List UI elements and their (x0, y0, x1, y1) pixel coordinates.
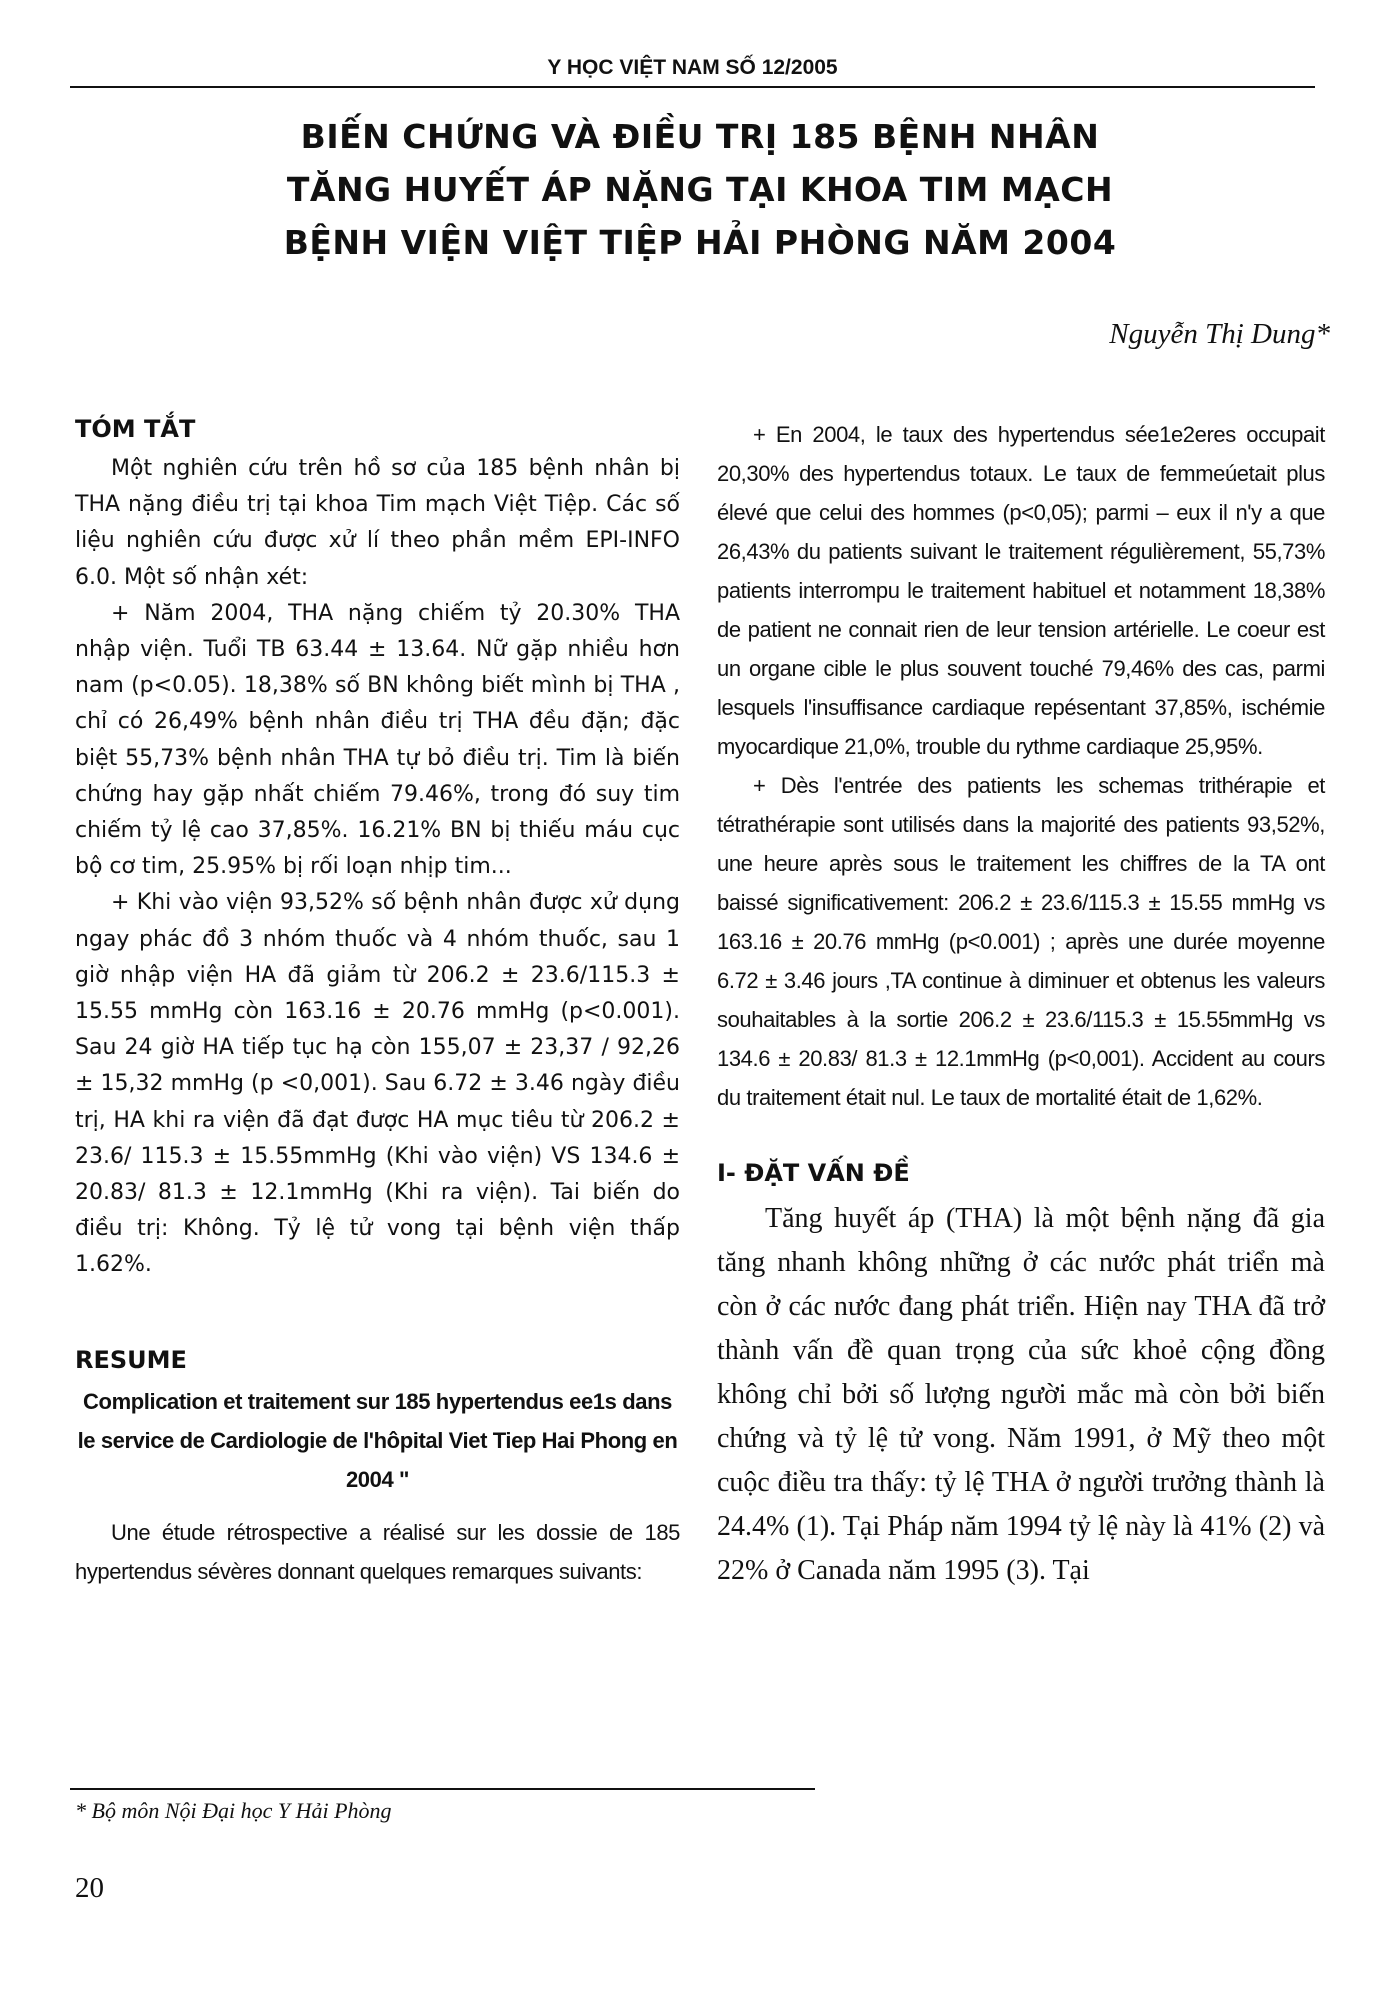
resume-heading: RESUME (75, 1345, 187, 1374)
abstract-paragraph: + Khi vào viện 93,52% số bệnh nhân được xử dụng ngay phác đồ 3 nhóm thuốc và 4 nhóm thuốc, sau 1 giờ nhập viện HA đã giảm từ 206.2 ± 23.6/115.3 ± 15.55 mmHg còn 163.16 ± 20.76 mmHg (p<0.001). Sau 24 giờ HA tiếp tục hạ còn 155,07 ± 23,37 / 92,26 ± 15,32 mmHg (p <0,001). Sau 6.72 ± 3.46 ngày điều trị, HA khi ra viện đã đạt được HA mục tiêu từ 206.2 ± 23.6/ 115.3 ± 15.55mmHg (Khi vào viện) VS 134.6 ± 20.83/ 81.3 ± 12.1mmHg (Khi ra viện). Tai biến do điều trị: Không. Tỷ lệ tử vong tại bệnh viện thấp 1.62%. (75, 890, 680, 1278)
footnote-divider (70, 1788, 815, 1790)
title-line: TĂNG HUYẾT ÁP NẶNG TẠI KHOA TIM MẠCH (286, 170, 1114, 209)
right-column (717, 415, 1325, 1593)
abstract-paragraph: + Năm 2004, THA nặng chiếm tỷ 20.30% THA nhập viện. Tuổi TB 63.44 ± 13.64. Nữ gặp nhiều hơn nam (p<0.05). 18,38% số BN không biết mình bị THA , chỉ có 26,49% bệnh nhân điều trị THA đều đặn; đặc biệt 55,73% bệnh nhân THA tự bỏ điều trị. Tim là biến chứng hay gặp nhất chiếm 79.46%, trong đó suy tim chiếm tỷ lệ cao 37,85%. 16.21% BN bị thiếu máu cục bộ cơ tim, 25.95% bị rối loạn nhịp tim... (75, 600, 680, 880)
author-name: Nguyễn Thị Dung* (1109, 318, 1330, 350)
left-column (75, 415, 680, 1591)
title-line: BỆNH VIỆN VIỆT TIỆP HẢI PHÒNG NĂM 2004 (283, 223, 1117, 262)
abstract-heading: TÓM TẮT (75, 415, 196, 443)
journal-header: Y HỌC VIỆT NAM SỐ 12/2005 (70, 56, 1315, 88)
page-number: 20 (75, 1872, 104, 1904)
resume-intro: Une étude rétrospective a réalisé sur les dossie de 185 hypertendus sévères donnant quelques remarques suivants: (75, 1519, 680, 1584)
introduction-heading: I- ĐẶT VẤN ĐỀ (717, 1159, 910, 1187)
resume-paragraph: + Dès l'entrée des patients les schemas trithérapie et tétrathérapie sont utilisés dans la majorité des patients 93,52%, une heure après sous le traitement les chiffres de la TA ont baissé significativement: 206.2 ± 23.6/115.3 ± 15.55 mmHg vs 163.16 ± 20.76 mmHg (p<0.001) ; après une durée moyenne 6.72 ± 3.46 jours ,TA continue à diminuer et obtenus les valeurs souhaitables à la sortie 206.2 ± 23.6/115.3 ± 15.55mmHg vs 134.6 ± 20.83/ 81.3 ± 12.1mmHg (p<0,001). Accident au cours du traitement était nul. Le taux de mortalité était de 1,62%. (717, 773, 1325, 1110)
title-line: BIẾN CHỨNG VÀ ĐIỀU TRỊ 185 BỆNH NHÂN (300, 117, 1100, 156)
resume-title: Complication et traitement sur 185 hypertendus ee1s dans le service de Cardiologie de l'hôpital Viet Tiep Hai Phong en 2004 " (77, 1388, 678, 1492)
introduction-paragraph: Tăng huyết áp (THA) là một bệnh nặng đã gia tăng nhanh không những ở các nước phát triển mà còn ở các nước đang phát triển. Hiện nay THA đã trở thành vấn đề quan trọng của sức khoẻ cộng đồng không chỉ bởi số lượng người mắc mà còn bởi biến chứng và tỷ lệ tử vong. Năm 1991, ở Mỹ theo một cuộc điều tra thấy: tỷ lệ THA ở người trưởng thành là 24.4% (1). Tại Pháp năm 1994 tỷ lệ này là 41% (2) và 22% ở Canada năm 1995 (3). Tại (717, 1203, 1325, 1586)
footnote: * Bộ môn Nội Đại học Y Hải Phòng (75, 1798, 392, 1823)
abstract-paragraph: Một nghiên cứu trên hồ sơ của 185 bệnh nhân bị THA nặng điều trị tại khoa Tim mạch Việt Tiệp. Các số liệu nghiên cứu được xử lí theo phần mềm EPI-INFO 6.0. Một số nhận xét: (75, 456, 680, 590)
article-title (160, 110, 1240, 269)
resume-paragraph: + En 2004, le taux des hypertendus sée1e2eres occupait 20,30% des hypertendus totaux. Le taux de femmeúetait plus élevé que celui des hommes (p<0,05); parmi – eux il n'y a que 26,43% du patients suivant le traitement régulièrement, 55,73% patients interrompu le traitement habituel et notamment 18,38% de patient ne connait rien de leur tension artérielle. Le coeur est un organe cible le plus souvent touché 79,46% des cas, parmi lesquels l'insuffisance cardiaque repésentant 37,85%, ischémie myocardique 21,0%, trouble du rythme cardiaque 25,95%. (717, 422, 1325, 759)
